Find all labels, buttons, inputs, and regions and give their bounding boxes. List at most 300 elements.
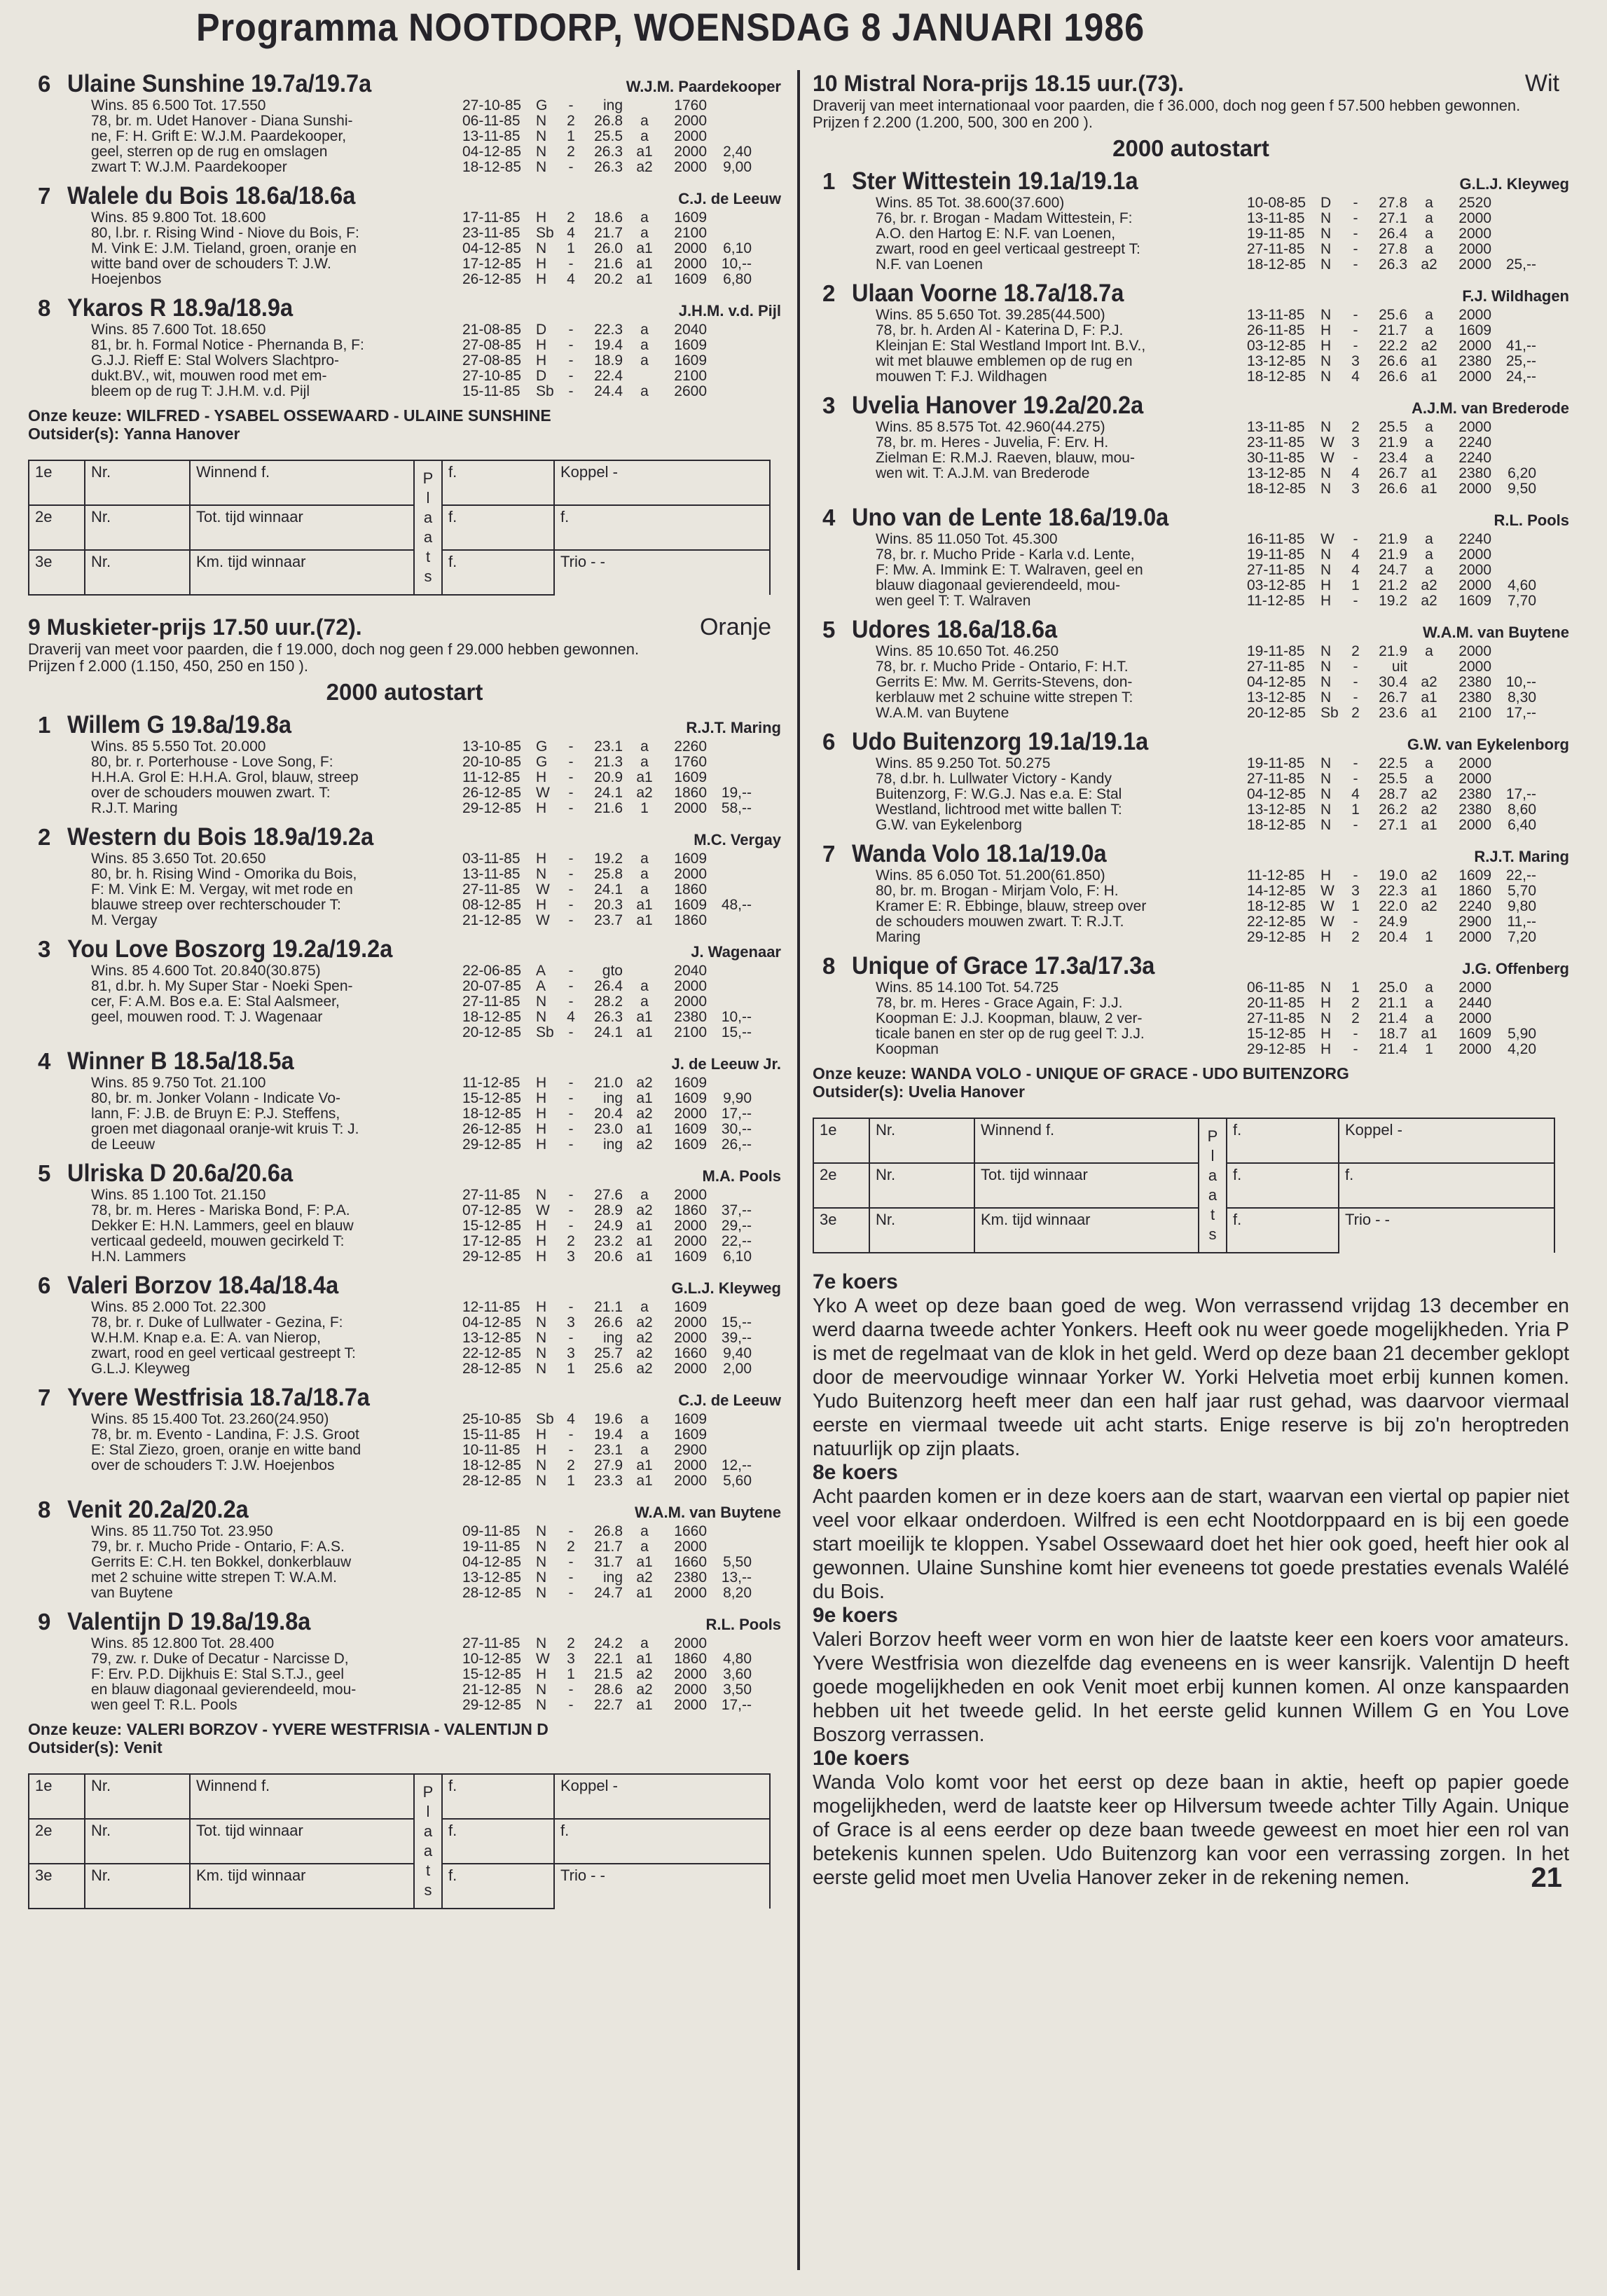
amount-label: Winnend f. <box>974 1118 1199 1163</box>
result-cell: a1 <box>636 913 653 928</box>
result-cell: 08-12-85 <box>462 898 522 913</box>
result-cell: - <box>568 256 574 272</box>
result-cell: 24.7 <box>594 1586 623 1601</box>
result-cell: 21.1 <box>594 1300 623 1315</box>
result-cell: 5,50 <box>723 1555 752 1570</box>
result-row <box>462 1106 781 1122</box>
result-row <box>462 160 781 175</box>
result-row <box>462 1300 781 1315</box>
result-row <box>1247 1042 1569 1057</box>
result-cell: 26.3 <box>594 1010 623 1025</box>
result-cell: 13-10-85 <box>462 739 522 755</box>
result-cell: a <box>1425 644 1433 659</box>
result-cell: 6,20 <box>1508 466 1536 481</box>
result-row <box>462 1203 781 1218</box>
horse-description-line: blauwe streep over rechterschouder T: <box>91 898 341 913</box>
horse-results <box>462 1075 781 1153</box>
result-cell: 2 <box>1351 420 1360 435</box>
result-cell: 2000 <box>1458 756 1491 771</box>
result-cell: N <box>536 1473 547 1489</box>
result-cell: N <box>536 144 547 160</box>
horse-trainer: G.W. van Eykelenborg <box>1407 736 1569 753</box>
result-cell: - <box>568 1427 574 1443</box>
result-cell: 17,-- <box>721 1106 752 1122</box>
result-cell: H <box>1320 930 1332 945</box>
result-cell: 27-11-85 <box>462 1636 520 1651</box>
horse-trainer: A.J.M. van Brederode <box>1412 399 1569 417</box>
result-cell: 24.1 <box>594 1025 623 1040</box>
result-cell: a1 <box>636 1473 653 1489</box>
horse-body <box>813 868 1569 945</box>
result-cell: 04-12-85 <box>1247 787 1306 802</box>
result-cell: 11,-- <box>1507 914 1536 930</box>
result-cell: H <box>536 1300 547 1315</box>
result-cell: a2 <box>636 1682 653 1698</box>
horse-description-line: Wins. 85 6.500 Tot. 17.550 <box>91 98 266 114</box>
horse-results <box>1247 868 1569 945</box>
result-row <box>462 256 781 272</box>
result-cell: 2380 <box>674 1570 707 1586</box>
result-cell: 24.1 <box>594 785 623 801</box>
result-row <box>462 384 781 399</box>
result-cell: - <box>568 1698 574 1713</box>
result-cell: 19.4 <box>594 338 623 353</box>
result-cell <box>1491 996 1536 1011</box>
horse-description-line: zwart, rood en geel verticaal gestreept T: <box>91 1346 356 1361</box>
result-cell <box>1491 547 1536 563</box>
amount-label: Winnend f. <box>190 1774 414 1819</box>
result-cell: a <box>640 210 649 226</box>
result-cell <box>1491 563 1536 578</box>
result-cell <box>707 851 752 867</box>
result-cell: 1660 <box>674 1346 707 1361</box>
horse-trainer: R.L. Pools <box>1494 511 1569 529</box>
result-row <box>1247 675 1569 690</box>
horse-number: 5 <box>38 1160 51 1186</box>
horse-description-line: zwart T: W.J.M. Paardekooper <box>91 160 287 175</box>
result-cell: 26.8 <box>594 1524 623 1539</box>
horse-description-line: W.A.M. van Buytene <box>876 706 1009 721</box>
horse-trainer: C.J. de Leeuw <box>678 190 781 207</box>
result-row <box>1247 226 1569 242</box>
horse-description-line: Wins. 85 6.050 Tot. 51.200(61.850) <box>876 868 1105 884</box>
horse-name: Udo Buitenzorg 19.1a/19.1a <box>852 728 1149 755</box>
result-cell: 2 <box>1351 644 1360 659</box>
result-row <box>462 785 781 801</box>
result-cell: 2000 <box>674 1188 707 1203</box>
result-cell: H <box>536 1249 547 1265</box>
horse-description-line: 79, br. r. Mucho Pride - Ontario, F: A.S. <box>91 1539 345 1555</box>
result-cell: a2 <box>1421 338 1437 354</box>
result-cell: W <box>536 882 550 898</box>
horse-entry <box>813 392 1569 497</box>
result-cell: 30-11-85 <box>1247 451 1305 466</box>
result-cell: 3 <box>567 1249 575 1265</box>
result-cell: a <box>1425 195 1433 211</box>
result-cell: - <box>568 851 574 867</box>
result-cell: 58,-- <box>721 801 752 816</box>
result-cell: 2000 <box>674 1586 707 1601</box>
result-cell: 1860 <box>1458 884 1491 899</box>
result-cell: 26.6 <box>1379 369 1407 385</box>
result-cell: 2040 <box>674 322 707 338</box>
result-cell: 29-12-85 <box>1247 1042 1306 1057</box>
race10-prizes: Prijzen f 2.200 (1.200, 500, 300 en 200 ). <box>813 114 1093 131</box>
result-cell: 03-11-85 <box>462 851 520 867</box>
result-cell: Sb <box>1320 706 1339 721</box>
result-cell: 19-11-85 <box>1247 644 1305 659</box>
horse-description-line <box>876 481 1247 497</box>
result-cell: 20-07-85 <box>462 979 522 994</box>
result-cell: 10,-- <box>721 256 752 272</box>
result-cell: a2 <box>636 785 653 801</box>
result-cell <box>707 129 752 144</box>
place-label: 1e <box>29 1774 85 1819</box>
result-cell: 19,-- <box>721 785 752 801</box>
result-cell: N <box>536 1010 547 1025</box>
horse-header <box>28 70 781 98</box>
result-cell: N <box>536 129 547 144</box>
result-cell: 2000 <box>1458 369 1491 385</box>
result-cell: 27-11-85 <box>462 882 520 898</box>
result-cell: 18-12-85 <box>1247 899 1306 914</box>
result-row <box>462 322 781 338</box>
result-cell: - <box>568 1524 574 1539</box>
preview-title: 10e koers <box>813 1747 910 1770</box>
result-cell: - <box>1353 242 1358 257</box>
horse-body <box>813 195 1569 273</box>
result-cell: 19-11-85 <box>1247 226 1305 242</box>
place-label: 3e <box>29 550 85 595</box>
result-cell: - <box>568 1300 574 1315</box>
result-cell: - <box>568 338 574 353</box>
horse-results <box>462 1412 781 1489</box>
horse-entry <box>28 823 781 928</box>
result-cell <box>707 384 752 399</box>
result-cell <box>1491 644 1536 659</box>
result-row <box>462 1473 781 1489</box>
horse-description-line: 78, br. m. Heres - Juvelia, F: Erv. H. <box>876 435 1109 451</box>
horse-results <box>1247 532 1569 609</box>
result-cell: 20.3 <box>594 898 623 913</box>
place-label: 3e <box>813 1208 869 1253</box>
result-cell: 2000 <box>1458 257 1491 273</box>
result-cell: 2000 <box>1458 578 1491 593</box>
result-cell: 2000 <box>674 1636 707 1651</box>
result-cell: 28.7 <box>1379 787 1407 802</box>
result-cell: 09-11-85 <box>462 1524 520 1539</box>
result-cell: 4,60 <box>1508 578 1536 593</box>
result-cell: - <box>1353 593 1358 609</box>
result-cell: a2 <box>1421 593 1437 609</box>
result-cell: 4,80 <box>723 1651 752 1667</box>
horse-description-line: wen wit. T: A.J.M. van Brederode <box>876 466 1090 481</box>
result-cell: 18-12-85 <box>1247 481 1306 497</box>
result-cell <box>707 114 752 129</box>
horse-body <box>813 980 1569 1057</box>
horse-entry <box>813 840 1569 945</box>
horse-body <box>813 756 1569 833</box>
result-cell: 4 <box>1351 466 1360 481</box>
result-cell: N <box>1320 420 1332 435</box>
result-cell: - <box>568 1188 574 1203</box>
result-cell <box>1491 532 1536 547</box>
result-row <box>1247 996 1569 1011</box>
result-row <box>1247 242 1569 257</box>
result-cell: - <box>568 1555 574 1570</box>
horse-number: 9 <box>38 1609 51 1635</box>
horse-description <box>91 851 462 928</box>
result-cell: 2100 <box>1458 706 1491 721</box>
result-cell: 25.5 <box>1379 420 1407 435</box>
result-cell: a1 <box>1421 354 1437 369</box>
result-cell: 28.9 <box>594 1203 623 1218</box>
result-cell: 22.2 <box>1379 338 1407 354</box>
result-cell: 24.1 <box>594 882 623 898</box>
result-cell: 26.3 <box>594 144 623 160</box>
result-cell: 2380 <box>1458 802 1491 818</box>
horse-description-line: 80, br. m. Brogan - Mirjam Volo, F: H. <box>876 884 1119 899</box>
result-cell <box>707 755 752 770</box>
result-cell: N <box>1320 980 1332 996</box>
nr-label: Nr. <box>85 550 190 595</box>
result-cell: 15-11-85 <box>462 1427 520 1443</box>
horse-header <box>28 935 781 963</box>
result-cell: 2000 <box>674 1361 707 1377</box>
horse-description-line: H.H.A. Grol E: H.H.A. Grol, blauw, streep <box>91 770 359 785</box>
result-row <box>1247 532 1569 547</box>
result-cell: 4 <box>1351 787 1360 802</box>
result-cell: 18-12-85 <box>462 160 522 175</box>
result-cell: 23-11-85 <box>1247 435 1305 451</box>
result-cell: 06-11-85 <box>1247 980 1305 996</box>
result-cell: a1 <box>636 272 653 287</box>
result-cell: W <box>1320 899 1334 914</box>
result-cell: 2380 <box>1458 675 1491 690</box>
result-cell: H <box>1320 593 1332 609</box>
result-cell: - <box>568 979 574 994</box>
result-row <box>1247 930 1569 945</box>
horse-description <box>91 210 462 287</box>
result-row <box>462 1025 781 1040</box>
result-cell: 1609 <box>674 1122 707 1137</box>
result-cell: 21.1 <box>1379 996 1407 1011</box>
result-cell: 13-11-85 <box>462 867 520 882</box>
result-cell: 1609 <box>674 353 707 369</box>
result-cell: - <box>568 770 574 785</box>
result-cell: 2000 <box>1458 226 1491 242</box>
result-cell: 17-12-85 <box>462 256 522 272</box>
horse-description-line: Wins. 85 12.800 Tot. 28.400 <box>91 1636 275 1651</box>
result-cell: 2000 <box>674 160 707 175</box>
result-cell: - <box>1353 771 1358 787</box>
result-cell: 11-12-85 <box>1247 868 1305 884</box>
result-cell: 13,-- <box>721 1570 752 1586</box>
place-label: 3e <box>29 1864 85 1909</box>
nr-label: Nr. <box>85 460 190 505</box>
result-cell: 15,-- <box>721 1025 752 1040</box>
horse-body <box>28 851 781 928</box>
result-row <box>462 129 781 144</box>
amount-label: Tot. tijd winnaar <box>974 1163 1199 1208</box>
result-cell: 2000 <box>1458 980 1491 996</box>
result-cell: a <box>1425 547 1433 563</box>
result-cell: 4 <box>1351 563 1360 578</box>
result-cell: a1 <box>636 1555 653 1570</box>
race9-keuze <box>28 1720 781 1757</box>
result-cell: 2440 <box>1458 996 1491 1011</box>
result-cell <box>707 1300 752 1315</box>
result-cell: a1 <box>636 1651 653 1667</box>
result-cell: a <box>640 1412 649 1427</box>
result-cell: 23.4 <box>1379 451 1407 466</box>
result-cell: a1 <box>636 1091 653 1106</box>
result-cell: 13-12-85 <box>1247 802 1306 818</box>
result-cell: 21.9 <box>1379 532 1407 547</box>
left-column <box>28 70 781 1909</box>
result-row <box>1247 354 1569 369</box>
result-cell: 10,-- <box>1505 675 1536 690</box>
result-cell: - <box>1353 914 1358 930</box>
result-cell: 21.4 <box>1379 1042 1407 1057</box>
result-cell: 2380 <box>1458 354 1491 369</box>
result-row <box>462 979 781 994</box>
result-cell: 2000 <box>674 256 707 272</box>
result-cell: - <box>568 1025 574 1040</box>
result-cell: 13-11-85 <box>1247 211 1305 226</box>
result-cell <box>627 963 662 979</box>
result-cell: 1609 <box>674 770 707 785</box>
result-cell: 30.4 <box>1379 675 1407 690</box>
result-cell <box>1491 451 1536 466</box>
result-cell: 26,-- <box>721 1137 752 1153</box>
result-cell: a2 <box>1421 868 1437 884</box>
horse-description-line: Wins. 85 9.800 Tot. 18.600 <box>91 210 266 226</box>
result-cell: N <box>1320 257 1332 273</box>
amount-label: Km. tijd winnaar <box>974 1208 1199 1253</box>
result-cell: 37,-- <box>721 1203 752 1218</box>
f-label: f. <box>1227 1118 1339 1163</box>
result-row <box>462 1698 781 1713</box>
result-cell: - <box>568 755 574 770</box>
result-cell: 29-12-85 <box>462 1249 522 1265</box>
result-cell: 2100 <box>674 226 707 241</box>
horse-trainer: R.L. Pools <box>705 1616 781 1633</box>
result-row <box>462 1555 781 1570</box>
horse-trainer: R.J.T. Maring <box>686 719 781 736</box>
f-label: f. <box>442 1774 554 1819</box>
result-cell: 19-11-85 <box>462 1539 520 1555</box>
result-cell: 1609 <box>674 1091 707 1106</box>
horse-description <box>91 1636 462 1713</box>
result-row <box>462 1188 781 1203</box>
result-cell: N <box>1320 1011 1332 1026</box>
result-cell: a2 <box>636 1667 653 1682</box>
result-cell: 1609 <box>674 1137 707 1153</box>
result-row <box>462 272 781 287</box>
result-cell: 21.3 <box>594 755 623 770</box>
horse-results <box>462 851 781 928</box>
result-cell: a1 <box>636 1249 653 1265</box>
result-cell: H <box>536 1218 547 1234</box>
result-cell: a <box>640 1188 649 1203</box>
result-cell: N <box>536 1346 547 1361</box>
result-cell <box>627 98 662 114</box>
result-cell: 2000 <box>1458 1042 1491 1057</box>
result-cell: 2000 <box>1458 930 1491 945</box>
result-cell: - <box>568 322 574 338</box>
result-cell: a <box>640 882 649 898</box>
result-cell: 10-12-85 <box>462 1651 522 1667</box>
horse-trainer: M.A. Pools <box>702 1167 781 1185</box>
result-cell: 19.2 <box>1379 593 1407 609</box>
result-cell: 12-11-85 <box>462 1300 520 1315</box>
result-row <box>1247 578 1569 593</box>
result-cell: a <box>1425 980 1433 996</box>
result-row <box>1247 868 1569 884</box>
horse-description-line: Koopman E: J.J. Koopman, blauw, 2 ver- <box>876 1011 1143 1026</box>
result-cell: 2000 <box>1458 1011 1491 1026</box>
result-cell: - <box>568 898 574 913</box>
result-cell: 21-12-85 <box>462 913 522 928</box>
result-cell: 2000 <box>674 1331 707 1346</box>
horse-description-line: over de schouders T: J.W. Hoejenbos <box>91 1458 335 1473</box>
result-cell: H <box>536 272 547 287</box>
result-cell: 8,60 <box>1508 802 1536 818</box>
result-cell: 2380 <box>1458 466 1491 481</box>
result-cell: N <box>1320 308 1332 323</box>
race9-header <box>28 614 781 641</box>
result-cell: 26.7 <box>1379 466 1407 481</box>
result-cell: 22-06-85 <box>462 963 522 979</box>
result-cell: a <box>1425 1011 1433 1026</box>
horse-description-line: W.H.M. Knap e.a. E: A. van Nierop, <box>91 1331 321 1346</box>
result-row <box>1247 211 1569 226</box>
result-row <box>1247 980 1569 996</box>
result-cell <box>1491 308 1536 323</box>
result-cell: 3 <box>1351 884 1360 899</box>
result-row <box>462 1091 781 1106</box>
result-cell: 1609 <box>674 1300 707 1315</box>
result-cell: - <box>1353 868 1358 884</box>
result-cell: - <box>1353 818 1358 833</box>
result-cell: a2 <box>1421 899 1437 914</box>
horse-body <box>28 98 781 175</box>
result-cell: a <box>1425 226 1433 242</box>
result-cell: N <box>536 1524 547 1539</box>
race10-start-type: 2000 autostart <box>1112 135 1269 161</box>
horse-description-line: Wins. 85 11.050 Tot. 45.300 <box>876 532 1058 547</box>
result-cell: 3 <box>567 1346 575 1361</box>
result-cell: 13-12-85 <box>1247 354 1306 369</box>
koppel-trio-cell: Koppel - <box>1339 1118 1554 1163</box>
horse-description-line: R.J.T. Maring <box>91 801 178 816</box>
result-cell: 21-08-85 <box>462 322 522 338</box>
result-cell: 1 <box>1425 1042 1433 1057</box>
horse-description-line: Koopman <box>876 1042 939 1057</box>
result-cell: 2000 <box>674 867 707 882</box>
result-cell: 22.3 <box>594 322 623 338</box>
plaats-label: P l a a t s <box>414 1774 442 1909</box>
horse-trainer: J.H.M. v.d. Pijl <box>678 302 781 319</box>
f-label: f. <box>442 1819 554 1864</box>
result-row <box>1247 420 1569 435</box>
result-cell: Sb <box>536 384 554 399</box>
result-cell: 24.9 <box>1379 914 1407 930</box>
result-cell: - <box>568 1203 574 1218</box>
result-cell: 4 <box>567 1010 575 1025</box>
result-cell: 2380 <box>1458 787 1491 802</box>
